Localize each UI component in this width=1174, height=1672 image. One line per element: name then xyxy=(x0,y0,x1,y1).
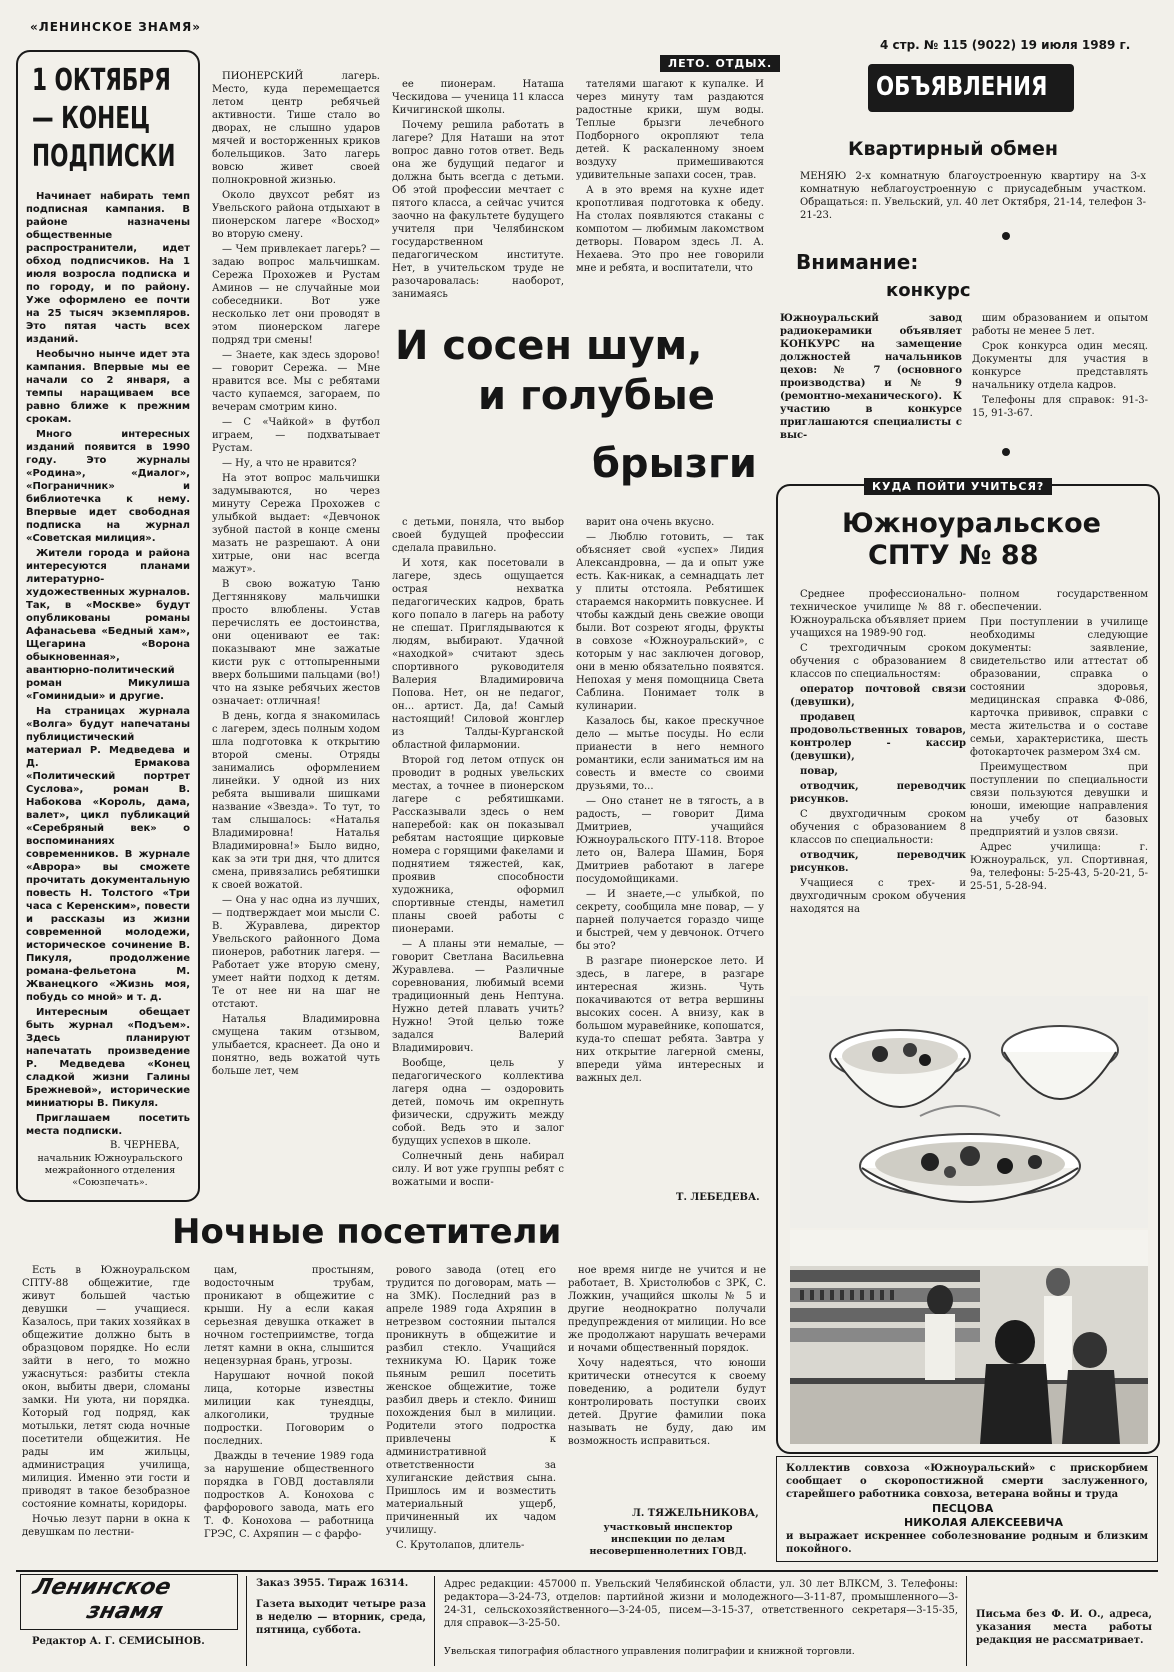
contest-title-2: конкурс xyxy=(886,280,971,301)
school-paragraph: полном государственном обеспечении. xyxy=(970,589,1148,613)
subscription-paragraph: На страницах журнала «Волга» будут напечатаны публицистический материал Р. Медведева и Д. Ермакова «Политический портрет Суслова», роман В. Набокова «Король, дама, валет», цикл публикаций «Серебряный век» о воспоминаниях современников. В журнале «Аврора» вы сможете прочитать документальную повесть Н. Толстого «Три часа с Керенским», повести и рассказы из жизни современной молодежи, историческое сочинение В. Пикуля, продолжение романа-фельетона М. Жванецкого «Жизнь моя, побудь со мной» и т. д. xyxy=(26,706,190,1003)
night-paragraph: Нарушают ночной покой лица, которые известны милиции как тунеядцы, алкоголики, трудные подростки. Поговорим о последних. xyxy=(204,1371,374,1447)
footer-logo xyxy=(24,1576,236,1626)
article-paragraph: — Чем привлекает лагерь? — задаю вопрос мальчишкам. Сережа Прохожев и Рустам Аминов — не случайные мои собеседники. Вот уже несколько лет они проводят в этом пионерском лагере подряд три смены! xyxy=(212,244,380,346)
school-paragraph: Учащиеся с трех- и двухгодичным сроком обучения находятся на xyxy=(790,878,966,915)
article-paragraph: Второй год летом отпуск он проводит в родных увельских местах, а точнее в пионерском лагере с ребятишками. Рассказывали здесь о нем наперебой: как он показывал ребятам настоящие цирковые номера с горящими факелами и поднятием тяжестей, как, проявив способности художника, оформил спортивные стенды, наметил планы своей работы с пионерами. xyxy=(392,755,564,935)
footer-divider xyxy=(966,1576,967,1666)
night-signature-title: участковый инспектор инспекции по делам несовершеннолетних ГОВД. xyxy=(589,1522,747,1557)
footer-printer: Увельская типография областного управления полиграфии и книжной торговли. xyxy=(444,1646,855,1657)
school-title-1: Южноуральское xyxy=(842,508,1101,539)
school-paragraph: отводчик, переводчик рисунков. xyxy=(790,850,966,874)
article-paragraph: — Она у нас одна из лучших, — подтверждает мои мысли С. В. Журавлева, директор Увельского районного Дома пионеров, работник лагеря. — Работает уже вторую смену, умеет найти подход к детям. Те от нее ни на шаг не отстают. xyxy=(212,895,380,1010)
article-paragraph: Казалось бы, какое прескучное дело — мытье посуды. Но если прианести в него немного романтики, если заниматься им на совесть и вместе со своими друзьями, то... xyxy=(576,716,764,792)
night-column-3 xyxy=(386,1264,556,1564)
subscription-headline: 1 ОКТЯБРЯ — КОНЕЦ ПОДПИСКИ xyxy=(32,63,176,174)
school-paragraph: Преимуществом при поступлении по специальности связи пользуются девушки и юноши, имеющие направления на учебу от базовых предприятий и узлов связи. xyxy=(970,762,1148,838)
subscription-signature-title: начальник Южноуральского межрайонного отделения «Союзпечать». xyxy=(37,1153,183,1188)
school-paragraph: С трехгодичным сроком обучения с образованием 8 классов по специальностям: xyxy=(790,643,966,680)
footer-divider xyxy=(434,1576,435,1666)
paper-name-header: «ЛЕНИНСКОЕ ЗНАМЯ» xyxy=(30,20,202,34)
school-column-1 xyxy=(790,588,966,1000)
article-paragraph: — Ну, а что не нравится? xyxy=(222,458,357,469)
contest-title-1: Внимание: xyxy=(796,250,919,274)
night-signature: Л. ТЯЖЕЛЬНИКОВА, xyxy=(632,1508,759,1519)
school-paragraph: оператор почтовой связи (девушки), xyxy=(790,684,966,708)
store-photo xyxy=(790,1230,1148,1444)
article-column-2-bottom xyxy=(392,516,564,1206)
page-info: 4 стр. № 115 (9022) 19 июля 1989 г. xyxy=(880,38,1131,52)
night-column-1 xyxy=(22,1264,190,1564)
article-paragraph: — А планы эти немалые, — говорит Светлана Васильевна Журавлева. — Различные соревнования, любимый всеми традиционный день Нептуна. Нужно детей плавать учить? Нужно! Этой целью тоже задался Валерий Владимирович. xyxy=(392,939,564,1054)
night-paragraph: ное время нигде не учится и не работает, В. Христолюбов с ЗРК, С. Ложкин, учащийся школы № 5 и другие неоднократно получали предупреждения от милиции. Но все же продолжают нарушать вечерами и ночами общественный порядок. xyxy=(568,1265,766,1354)
article-paragraph: В свою вожатую Таню Дегтяннякову мальчишки просто влюблены. Устав перечислять ее достоинства, они оценивают ее так: показывают мне зажатые кисти рук с оттопыренными вверх большими пальцами (во!) что на языке ребячьих жестов означает: отличная! xyxy=(212,579,380,707)
article-paragraph: Солнечный день набирал силу. И вот уже группы ребят с вожатыми и воспи- xyxy=(392,1151,564,1188)
obituary-name-1: ПЕСЦОВА xyxy=(932,1502,994,1515)
school-title-2: СПТУ № 88 xyxy=(868,540,1039,571)
exchange-title: Квартирный обмен xyxy=(848,138,1059,160)
footer-note: Письма без Ф. И. О., адреса, указания места работы редакция не рассматривает. xyxy=(976,1609,1152,1646)
contest-text-2 xyxy=(972,312,1148,432)
dishes-photo xyxy=(790,996,1148,1228)
article-paragraph: А в это время на кухне идет кропотливая подготовка к обеду. На столах появляются стаканы с компотом — любимым лакомством детворы. Поваром здесь Л. А. Нехаева. Это про нее говорили мне и ребята, и воспитатели, что xyxy=(576,185,764,274)
article-headline-line3: брызги xyxy=(592,441,757,487)
subscription-paragraph: Жители города и района интересуются планами литературно-художественных журналов. Так, в «Москве» будут опубликованы романы Афанасьева «Бедный хам», Щегарина «Ворона обыкновенная», авантюрно-политический роман Микулиша «Гоминидыи» и другие. xyxy=(26,548,190,702)
night-paragraph: Есть в Южноуральском СПТУ-88 общежитие, где живут большей частью девушки — учащиеся. Казалось, при таких хозяйках в общежитие должно быть в образцовом порядке. Но если зайти в него, то можно ужаснуться: разбиты стекла окон, выбиты двери, сломаны замки. Ни уюта, ни порядка. Который год подряд, как мотыльки, летят сюда ночные посетители общежития. Не рады им жильцы, администрация училища, милиция. Именно эти гости и приводят в такое безобразное состояние комнаты, коридоры. xyxy=(22,1265,190,1510)
night-paragraph: рового завода (отец его трудится по договорам, мать — на ЗМК). Последний раз в апреле 1989 года Ахряпин в нетрезвом состоянии пытался проникнуть в общежитие и разбил стекло. Учащийся техникума Ю. Царик тоже пьяным решил посетить женское общежитие, тоже разбил дверь и стекло. Финиш похождения был в милиции. Родители этого подростка привлечены к административной ответственности за хулиганские действия сына. Пришлось им и возместить материальный ущерб, причиненный их чадом училищу. xyxy=(386,1265,556,1536)
school-paragraph: При поступлении в училище необходимы следующие документы: заявление, свидетельство или аттестат об образовании, справка о состоянии здоровья, медицинская справка Ф-086, карточка прививок, справки с места жительства и о составе семьи, характеристика, шесть фотокарточек размером 3х4 см. xyxy=(970,617,1148,758)
contest-paragraph: шим образованием и опытом работы не менее 5 лет. xyxy=(972,313,1148,337)
night-paragraph: Дважды в течение 1989 года за нарушение общественного порядка в ГОВД доставляли подростков А. Конохова с фарфорового завода, мать его Т. Ф. Конохова — работница ГРЭС, С. Ахряпин — с фарфо- xyxy=(204,1451,374,1540)
article-paragraph: Около двухсот ребят из Увельского района отдыхают в пионерском лагере «Восход» во вторую смену. xyxy=(212,190,380,240)
ads-banner-label: ОБЪЯВЛЕНИЯ xyxy=(876,72,1048,102)
school-paragraph: отводчик, переводчик рисунков. xyxy=(790,781,966,805)
footer-logo-line-1: Ленинское xyxy=(30,1575,174,1600)
article-paragraph: Вообще, цель у педагогического коллектива лагеря одна — оздоровить детей, помочь им окрепнуть физически, сдружить между собой. Ведь это и залог будущих успехов в школе. xyxy=(392,1058,564,1147)
contest-text-1: Южноуральский завод радиокерамики объявляет КОНКУРС на замещение должностей начальников цехов: № 7 (основного производства) и № 9 (ремонтно-механического). К участию в конкурсе приглашаются специалисты с выс- xyxy=(780,313,962,441)
school-paragraph: Среднее профессионально-техническое училище № 88 г. Южноуральска объявляет прием учащихся на 1989-90 год. xyxy=(790,589,966,639)
school-paragraph: Адрес училища: г. Южноуральск, ул. Спортивная, 9а, телефоны: 5-25-43, 5-20-21, 5-25-51, 5-28-94. xyxy=(970,842,1148,892)
article-paragraph: В разгаре пионерское лето. И здесь, в лагере, в разгаре интересная жизнь. Чуть покачиваются от ветра вершины высоких сосен. А внизу, как в большом муравейнике, копошатся, куда-то спешат ребята. Завтра у них открытие лагерной смены, впереди уйма интересных и важных дел. xyxy=(576,956,764,1084)
bullet-dot xyxy=(1002,448,1010,456)
subscription-text xyxy=(26,190,190,1150)
exchange-text: МЕНЯЮ 2-х комнатную благоустроенную квартиру на 3-х комнатную неблагоустроенную с приусадебным участком. Обращаться: п. Увельский, ул. 40 лет Октября, 21-14, телефон 3-21-23. xyxy=(800,171,1146,221)
night-paragraph: Хочу надеяться, что юноши критически отнесутся к своему поведению, а родители будут контролировать поступки своих детей. Другие фамилии пока называть не буду, даю им возможность исправиться. xyxy=(568,1358,766,1447)
article-paragraph: — Люблю готовить, — так объясняет свой «успех» Лидия Александровна, — да и опыт уже есть. Как-никак, а семнадцать лет у плиты отстояла. Ребятишек стараемся накормить повкуснее. И чтобы каждый день свежие овощи были. Вот созреют ягоды, фрукты в совхозе «Южноуральский», с которым у нас заключен договор, они в меню обязательно появятся. Непохая у меня помощница Света Саблина. Понимает толк в кулинарии. xyxy=(576,532,764,712)
article-paragraph: — С «Чайкой» в футбол играем, — подхватывает Рустам. xyxy=(212,417,380,454)
subscription-paragraph: Необычно нынче идет эта кампания. Впервые мы ее начали со 2 января, а темпы наращиваем все равно ближе к прежним срокам. xyxy=(26,349,190,425)
school-rubric: КУДА ПОЙТИ УЧИТЬСЯ? xyxy=(864,478,1052,495)
article-column-3-top xyxy=(576,78,764,320)
subscription-signature: В. ЧЕРНЕВА, xyxy=(110,1140,180,1151)
footer-divider xyxy=(246,1576,247,1666)
night-headline: Ночные посетители xyxy=(172,1212,562,1252)
school-paragraph: повар, xyxy=(800,766,838,777)
subscription-paragraph: Интересным обещает быть журнал «Подъем». Здесь планируют напечатать произведение Р. Медведева «Конец сладкой жизни Галины Брежневой», исторические миниатюры В. Пикуля. xyxy=(26,1007,190,1109)
night-paragraph: цам, простыням, водосточным трубам, проникают в общежитие с крыши. Ну а если какая серьезная девушка откажет в ночном гостеприимстве, тогда летят камни в окна, слышится нецензурная брань, угрозы. xyxy=(204,1265,374,1367)
dishes-illustration xyxy=(790,996,1148,1228)
ads-banner xyxy=(868,64,1074,112)
article-paragraph: — Знаете, как здесь здорово! — говорит Сережа. — Мне нравится все. Мы с ребятами часто купаемся, загораем, по вечерам смотрим кино. xyxy=(212,350,380,413)
article-paragraph: — И знаете,—с улыбкой, по секрету, сообщила мне повар, — у парней получается гораздо чище и быстрей, чем у девчонок. Отчего бы это? xyxy=(576,889,764,952)
night-paragraph: С. Крутолапов, длитель- xyxy=(396,1540,525,1551)
footer-rule xyxy=(16,1570,1158,1572)
night-paragraph: Ночью лезут парни в окна к девушкам по лестни- xyxy=(22,1514,190,1538)
store-illustration xyxy=(790,1230,1148,1444)
article-column-3-bottom xyxy=(576,516,764,1186)
footer-address: Адрес редакции: 457000 п. Увельский Челябинской области, ул. 30 лет ВЛКСМ, 3. Телефоны: редактора—3-24-73, отделов: партийной жизни и молодежного—3-11-87, промышленного—3-24-31, сельскохозяйственного—3-24-05, писем—3-15-37, ответственного секретаря—3-15-35, для справок—3-25-50. xyxy=(444,1579,958,1629)
night-column-2 xyxy=(204,1264,374,1564)
article-headline-line2: и голубые xyxy=(478,373,715,419)
school-column-2 xyxy=(970,588,1148,1000)
article-paragraph: На этот вопрос мальчишки задумываются, но через минуту Сережа Прохожев с улыбкой выдает: «Девчонок зубной пастой в конце смены мазать не разрешают. А они хитрые, они нас всегда мажут». xyxy=(212,473,380,575)
article-paragraph: ее пионерам. Наташа Ческидова — ученица 11 класса Кичигинской школы. xyxy=(392,79,564,116)
article-paragraph: с детьми, поняла, что выбор своей будущей профессии сделала правильно. xyxy=(392,517,564,554)
article-signature: Т. ЛЕБЕДЕВА. xyxy=(676,1192,760,1203)
footer-order: Заказ 3955. Тираж 16314. xyxy=(256,1578,409,1589)
article-column-2-top xyxy=(392,78,564,320)
subscription-paragraph: Много интересных изданий появится в 1990 году. Это журналы «Родина», «Диалог», «Пограничник» и библиотечка к нему. Впервые идет свободная подписка на журнал «Советская милиция». xyxy=(26,429,190,544)
article-column-1 xyxy=(212,70,380,1200)
article-paragraph: — Оно станет не в тягость, а в радость, — говорит Дима Дмитриев, учащийся Южноуральского ПТУ-118. Второе лето он, Валера Шамин, Боря Дмитриев работают в лагере посудомойщиками. xyxy=(576,796,764,885)
school-paragraph: С двухгодичным сроком обучения с образованием 8 классов по специальности: xyxy=(790,809,966,846)
article-paragraph: В день, когда я знакомилась с лагерем, здесь полным ходом шла подготовка к открытию второй смены. Отряды занимались оформлением линейки. У одной из них ребята вышивали шишками название «Звезда». То тут, то там слышалось: «Наталья Владимировна! Наталья Владимировна!» Было видно, как за эти три дня, что длится смена, привязались ребятишки к своей вожатой. xyxy=(212,711,380,891)
footer-logo-line-2: знамя xyxy=(84,1599,166,1624)
contest-paragraph: Срок конкурса один месяц. Документы для участия в конкурсе представлять начальнику отдела кадров. xyxy=(972,341,1148,391)
footer-editor: Редактор А. Г. СЕМИСЫНОВ. xyxy=(32,1636,205,1647)
article-paragraph: Наталья Владимировна смущена таким отзывом, улыбается, краснеет. Да оно и понятно, ведь вожатой чуть больше лет, чем xyxy=(212,1014,380,1077)
article-paragraph: ПИОНЕРСКИЙ лагерь. Место, куда перемещается летом центр ребячьей активности. Тише стало во дворах, не слышно ударов мячей и восторженных криков болельщиков. Зато лагерь вовсю живет своей полнокровной жизнью. xyxy=(212,71,380,186)
contest-paragraph: Телефоны для справок: 91-3-15, 91-3-67. xyxy=(972,395,1148,419)
school-paragraph: продавец продовольственных товаров, контролер - кассир (девушки), xyxy=(790,712,966,762)
obituary-text: Коллектив совхоза «Южноуральский» с прискорбием сообщает о скоропостижной смерти заслуженного, старейшего работника совхоза, ветерана войны и труда xyxy=(786,1463,1148,1500)
subscription-paragraph: Приглашаем посетить места подписки. xyxy=(26,1113,190,1137)
bullet-dot xyxy=(1002,232,1010,240)
article-paragraph: Почему решила работать в лагере? Для Наташи на этот вопрос давно готов ответ. Ведь она же будущий педагог и должна быть всегда с детьми. Об этой профессии мечтает с пятого класса, а сейчас учится заочно на факультете будущего учителя при Челябинском государственном педагогическом институте. Нет, в учительском труде не разочаровалась: наоборот, занимаясь xyxy=(392,120,564,300)
obituary-name-2: НИКОЛАЯ АЛЕКСЕЕВИЧА xyxy=(904,1516,1063,1529)
article-paragraph: варит она очень вкусно. xyxy=(586,517,715,528)
footer-schedule: Газета выходит четыре раза в неделю — вторник, среда, пятница, суббота. xyxy=(256,1599,426,1636)
article-paragraph: И хотя, как посетовали в лагере, здесь ощущается острая нехватка педагогических кадров, брать кого попало в лагерь на работу не спешат. Приглядываются к людям, выбирают. Удачной «находкой» считают здесь спортивного руководителя Валерия Владимировича Попова. Нет, он не педагог, он... артист. Да, да! Самый настоящий! Силовой жонглер из Талды-Курганской областной филармонии. xyxy=(392,558,564,751)
obituary-text-2: и выражает искреннее соболезнование родным и близким покойного. xyxy=(786,1531,1148,1555)
night-column-4 xyxy=(568,1264,766,1506)
subscription-paragraph: Начинает набирать темп подписная кампания. В районе назначены общественные распространители, идет обход подписчиков. На 1 июля возросла подписка и по городу, и по району. Уже оформлено ее почти на 25 тысяч экземпляров. Это пятая часть всех изданий. xyxy=(26,191,190,345)
article-rubric: ЛЕТО. ОТДЫХ. xyxy=(660,55,780,72)
article-headline-line1: И сосен шум, xyxy=(395,323,703,369)
article-paragraph: тателями шагают к купалке. И через минуту там раздаются радостные крики, шум воды. Теплые брызги лечебного Подборного окропляют тела детей. К раскаленному зноем воздуху примешиваются удивительные запахи сосен, трав. xyxy=(576,79,764,181)
